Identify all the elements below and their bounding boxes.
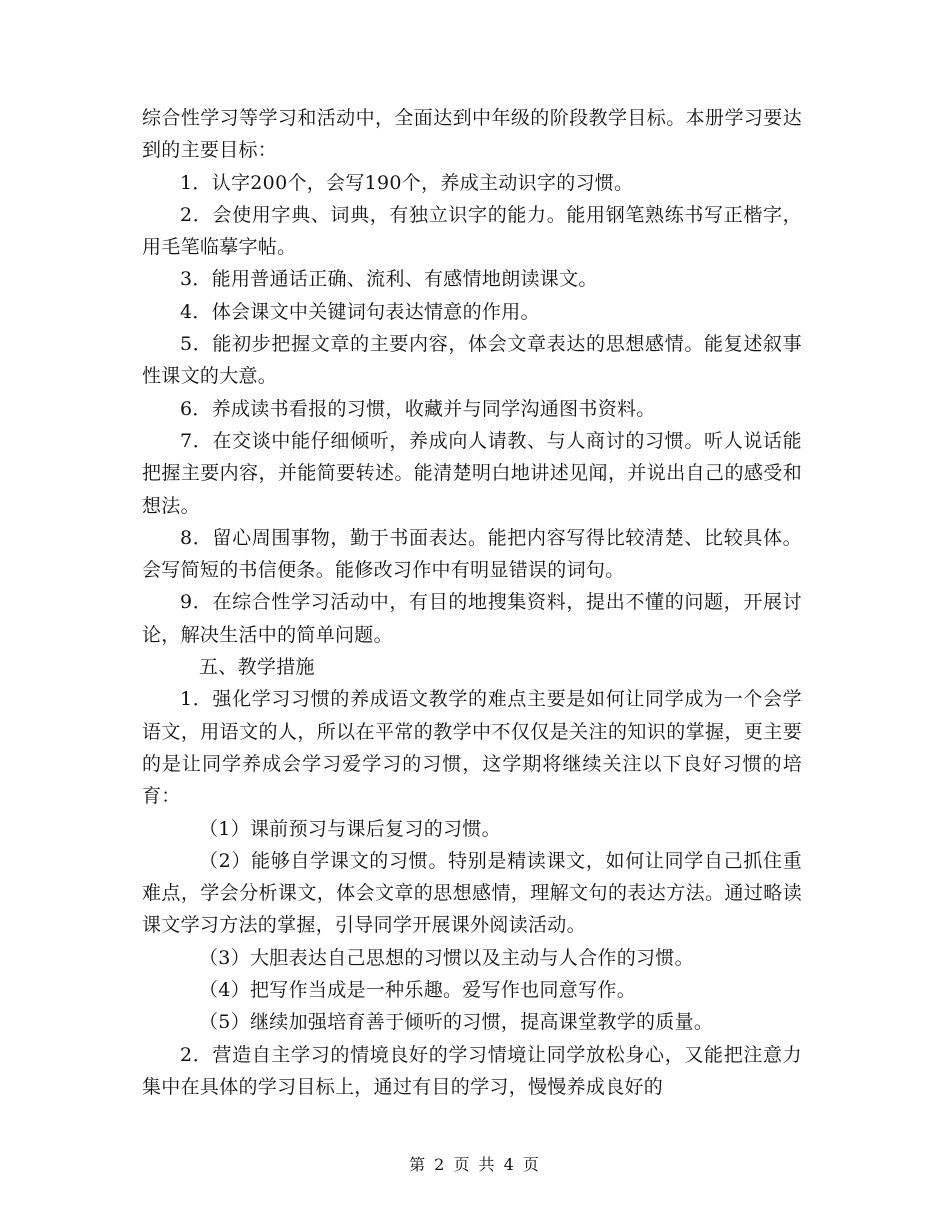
goal-item-4: 4．体会课文中关键词句表达情意的作用。	[180, 300, 540, 323]
goal-item-5: 5．能初步把握文章的主要内容，体会文章表达的思想感情。能复述叙事性课文的大意。	[142, 333, 802, 388]
document-body	[142, 102, 802, 1103]
goal-item-9: 9．在综合性学习活动中，有目的地搜集资料，提出不懂的问题，开展讨论，解决生活中的简单问题。	[142, 591, 802, 646]
goal-item-7: 7．在交谈中能仔细倾听，养成向人请教、与人商讨的习惯。听人说话能把握主要内容，并能简要转述。能清楚明白地讲述见闻，并说出自己的感受和想法。	[142, 429, 802, 517]
goal-item-8: 8．留心周围事物，勤于书面表达。能把内容写得比较清楚、比较具体。会写简短的书信便条。能修改习作中有明显错误的词句。	[142, 526, 802, 582]
page-number-footer: 第 2 页 共 4 页	[409, 1155, 541, 1174]
habit-item-4: （4）把写作当成是一种乐趣。爱写作也同意写作。	[199, 979, 636, 1002]
goal-item-2: 2．会使用字典、词典，有独立识字的能力。能用钢笔熟练书写正楷字，用毛笔临摹字帖。	[142, 203, 802, 259]
paragraph-continuation: 综合性学习等学习和活动中，全面达到中年级的阶段教学目标。本册学习要达到的主要目标：	[142, 107, 802, 162]
measure-item-1: 1．强化学习习惯的养成语文教学的难点主要是如何让同学成为一个会学语文，用语文的人，所以在平常的教学中不仅仅是关注的知识的掌握，更主要的是让同学养成会学习爱学习的习惯，这学期将继续关注以下良好习惯的培育：	[142, 688, 802, 808]
habit-item-3: （3）大胆表达自己思想的习惯以及主动与人合作的习惯。	[199, 946, 694, 969]
section-heading: 五、教学措施	[199, 656, 315, 679]
habit-item-1: （1）课前预习与课后复习的习惯。	[199, 817, 501, 840]
habit-item-5: （5）继续加强培育善于倾听的习惯，提高课堂教学的质量。	[199, 1011, 714, 1034]
measure-item-2: 2．营造自主学习的情境良好的学习情境让同学放松身心，又能把注意力集中在具体的学习目标上，通过有目的学习，慢慢养成良好的	[142, 1043, 802, 1098]
goal-item-1: 1．认字200个，会写190个，养成主动识字的习惯。	[180, 171, 634, 194]
habit-item-2: （2）能够自学课文的习惯。特别是精读课文，如何让同学自己抓住重难点，学会分析课文，体会文章的思想感情，理解文句的表达方法。通过略读课文学习方法的掌握，引导同学开展课外阅读活动。	[142, 849, 802, 937]
goal-item-6: 6．养成读书看报的习惯，收藏并与同学沟通图书资料。	[180, 397, 656, 420]
goal-item-3: 3．能用普通话正确、流利、有感情地朗读课文。	[180, 268, 598, 291]
